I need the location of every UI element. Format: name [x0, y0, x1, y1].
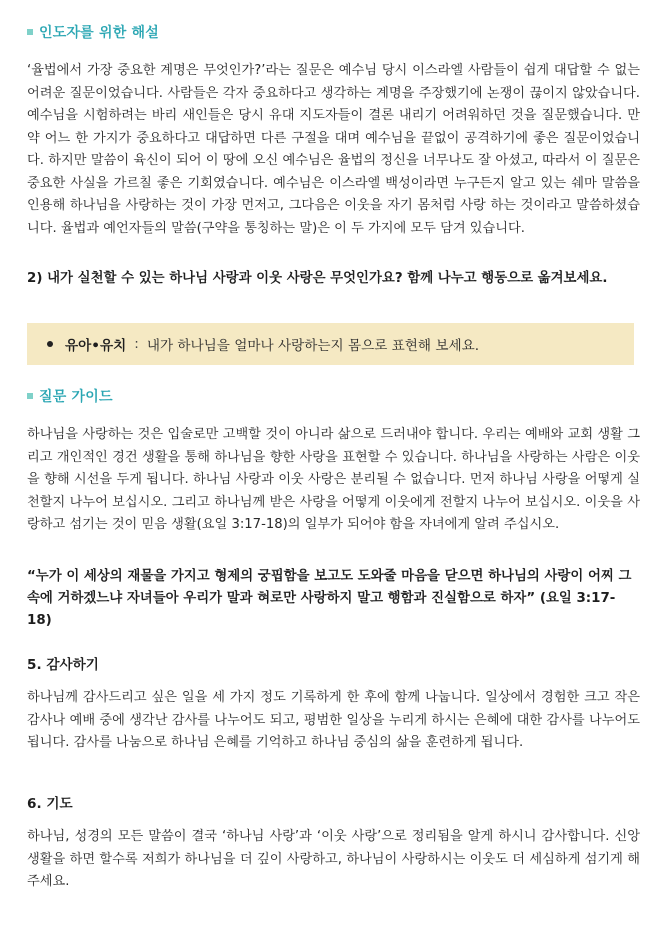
section-label-text: 질문 가이드: [39, 389, 113, 405]
bullet-dot-icon: [47, 341, 53, 347]
heading-thanksgiving: 5. 감사하기: [27, 657, 99, 673]
commentary-paragraph: ‘율법에서 가장 중요한 계명은 무엇인가?’라는 질문은 예수님 당시 이스라엘 사람들이 쉽게 대답할 수 없는 어려운 질문이었습니다. 사람들은 각자 중요하다고 생각하는 계명을 주장했기에 논쟁이 끊이지 않았습니다. 예수님을 시험하려는 바리 새인들은 당시 유대 지도자들이 결론 내리기 어려워하던 것을 질문했습니다. 만약 어느 한 가지가 중요하다고 대답하면 다른 구절을 대며 예수님을 끝없이 공격하기에 좋은 질문이었습니다. 하지만 말씀이 육신이 되어 이 땅에 오신 예수님은 율법의 정신을 너무나도 잘 아셨고, 따라서 이 질문은 중요한 사실을 가르칠 좋은 기회였습니다. 예수님은 이스라엘 백성이라면 누구든지 알고 있는 쉐마 말씀을 인용해 하나님을 사랑하는 것이 가장 먼저고, 그다음은 이웃을 자기 몸처럼 사랑 하는 것이라고 말씀하셨습니다. 율법과 예언자들의 말씀(구약을 통칭하는 말)은 이 두 가지에 모두 담겨 있습니다.: [27, 63, 640, 236]
question-2: 2) 내가 실천할 수 있는 하나님 사랑과 이웃 사랑은 무엇인가요? 함께 나누고 행동으로 옮겨보세요.: [27, 271, 608, 286]
section-label-leader-commentary: [27, 22, 159, 42]
age-group-callout: [27, 323, 634, 365]
callout-separator: :: [134, 336, 139, 352]
heading-prayer: 6. 기도: [27, 796, 73, 812]
scripture-quote: [27, 566, 640, 632]
square-bullet-icon: [27, 393, 33, 399]
prayer-paragraph: 하나님, 성경의 모든 말씀이 결국 ‘하나님 사랑’과 ‘이웃 사랑’으로 정리됨을 알게 하시니 감사합니다. 신앙생활을 하면 할수록 저희가 하나님을 더 깊이 사랑하고, 하나님이 사랑하시는 이웃도 더 세심하게 섬기게 해 주세요.: [27, 829, 640, 889]
guide-paragraph: 하나님을 사랑하는 것은 입술로만 고백할 것이 아니라 삶으로 드러내야 합니다. 우리는 예배와 교회 생활 그리고 개인적인 경건 생활을 통해 하나님을 향한 사랑을 표현할 수 있습니다. 하나님을 사랑하는 사람은 이웃을 향해 시선을 두게 됩니다. 하나님 사랑과 이웃 사랑은 분리될 수 없습니다. 먼저 하나님 사랑을 어떻게 실천할지 나누어 보십시오. 그리고 하나님께 받은 사랑을 어떻게 이웃에게 전할지 나누어 보십시오. 이웃을 사랑하고 섬기는 것이 믿음 생활(요일 3:17-18)의 일부가 되어야 함을 자녀에게 알려 주십시오.: [27, 427, 640, 532]
section-label-text: 인도자를 위한 해설: [39, 25, 159, 41]
callout-body: 내가 하나님을 얼마나 사랑하는지 몸으로 표현해 보세요.: [146, 338, 480, 354]
quote-text: “누가 이 세상의 재물을 가지고 형제의 궁핍함을 보고도 도와줄 마음을 닫으면 하나님의 사랑이 어찌 그 속에 거하겠느냐 자녀들아 우리가 말과 혀로만 사랑하지 말고 행함과 진실함으로 하자”: [27, 569, 632, 606]
quote-reference: (요일 3:17-18): [27, 591, 616, 628]
square-bullet-icon: [27, 29, 33, 35]
thanksgiving-paragraph: 하나님께 감사드리고 싶은 일을 세 가지 정도 기록하게 한 후에 함께 나눕니다. 일상에서 경험한 크고 작은 감사나 예배 중에 생각난 감사를 나누어도 되고, 평범한 일상을 누리게 하시는 은혜에 대한 감사를 나누어도 됩니다. 감사를 나눔으로 하나님 은혜를 기억하고 하나님 중심의 삶을 훈련하게 됩니다.: [27, 690, 640, 750]
callout-age-group: 유아•유치: [65, 338, 127, 354]
section-label-question-guide: [27, 386, 113, 406]
